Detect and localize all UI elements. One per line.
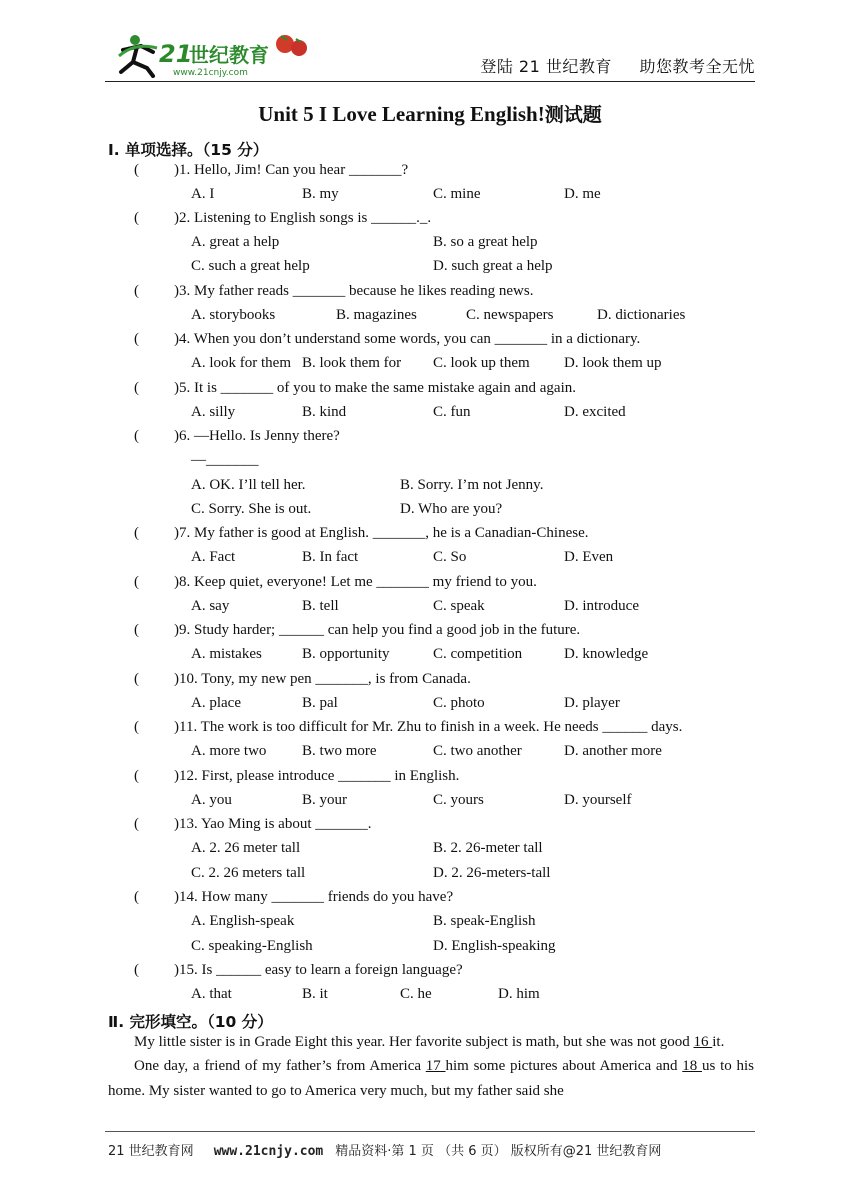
question-stem — [134, 816, 372, 833]
answer-option[interactable]: B. tell — [302, 598, 339, 614]
answer-option[interactable]: A. that — [191, 986, 232, 1002]
question-stem — [134, 719, 682, 736]
answer-blank[interactable]: ( — [134, 768, 139, 784]
answer-option[interactable]: D. Even — [564, 549, 614, 565]
blank-16[interactable]: 16 — [693, 1034, 713, 1050]
answer-option[interactable]: C. competition — [433, 646, 523, 662]
answer-blank[interactable]: ( — [134, 816, 139, 832]
passage-text: us to his home. My sister wanted to go to America very much, but my father said she — [108, 1058, 755, 1099]
answer-option[interactable]: A. mistakes — [191, 646, 262, 662]
footer-page-info: 精品资料·第 1 页 （共 6 页） 版权所有@21 世纪教育网 — [335, 1144, 662, 1159]
answer-blank[interactable]: ( — [134, 719, 139, 735]
title-cn: 测试题 — [544, 104, 602, 126]
answer-blank[interactable]: ( — [134, 671, 139, 687]
answer-option[interactable]: A. look for them — [191, 355, 291, 371]
answer-option[interactable]: D. me — [564, 186, 601, 202]
answer-option[interactable]: A. OK. I’ll tell her. — [191, 477, 306, 493]
answer-blank[interactable]: ( — [134, 162, 139, 178]
answer-option[interactable]: C. look up them — [433, 355, 530, 371]
answer-option[interactable]: C. photo — [433, 695, 485, 711]
answer-option[interactable]: B. kind — [302, 404, 347, 420]
question-stem — [134, 622, 580, 639]
question-text: )7. My father is good at English. _______, he is a Canadian-Chinese. — [174, 525, 589, 541]
question-stem — [134, 574, 537, 591]
header-text-login: 登陆 21 世纪教育 — [480, 57, 612, 76]
answer-blank[interactable]: ( — [134, 622, 139, 638]
blank-18[interactable]: 18 — [682, 1058, 703, 1075]
question-text: )6. —Hello. Is Jenny there? — [174, 428, 340, 444]
cloze-passage — [108, 1030, 754, 1103]
answer-option[interactable]: B. so a great help — [433, 234, 538, 250]
answer-option[interactable]: C. such a great help — [191, 258, 310, 274]
question-text: )9. Study harder; ______ can help you find a good job in the future. — [174, 622, 581, 638]
title-en: Unit 5 I Love Learning English! — [258, 102, 545, 126]
answer-blank[interactable]: ( — [134, 331, 139, 347]
answer-blank[interactable]: ( — [134, 574, 139, 590]
svg-text:21: 21 — [159, 40, 193, 68]
answer-option[interactable]: A. English-speak — [191, 913, 295, 929]
dialogue-response-line: —_______ — [191, 452, 259, 468]
answer-option[interactable]: B. it — [302, 986, 328, 1002]
answer-option[interactable]: D. introduce — [564, 598, 639, 614]
answer-option[interactable]: C. newspapers — [466, 307, 554, 323]
question-stem — [134, 671, 471, 688]
question-stem — [134, 331, 640, 348]
header-slogan — [458, 54, 755, 77]
header-text-slogan: 助您教考全无忧 — [639, 57, 755, 76]
answer-option[interactable]: B. Sorry. I’m not Jenny. — [400, 477, 544, 493]
page-header — [105, 28, 755, 80]
question-stem — [134, 162, 408, 179]
svg-text:www.21cnjy.com: www.21cnjy.com — [173, 68, 248, 78]
answer-option[interactable]: C. yours — [433, 792, 484, 808]
question-text: )12. First, please introduce _______ in English. — [174, 768, 460, 784]
answer-option[interactable]: A. you — [191, 792, 232, 808]
answer-option[interactable]: C. mine — [433, 186, 481, 202]
section-heading-2: Ⅱ. 完形填空。（10 分） — [108, 1013, 273, 1031]
question-text: )1. Hello, Jim! Can you hear _______? — [174, 162, 409, 178]
blank-17[interactable]: 17 — [425, 1058, 446, 1075]
question-stem — [134, 380, 576, 397]
answer-blank[interactable]: ( — [134, 889, 139, 905]
passage-paragraph-2 — [108, 1054, 754, 1103]
answer-option[interactable]: D. dictionaries — [597, 307, 686, 323]
answer-option[interactable]: B. look them for — [302, 355, 402, 371]
question-text: )14. How many _______ friends do you have? — [174, 889, 454, 905]
answer-option[interactable]: A. great a help — [191, 234, 280, 250]
answer-option[interactable]: D. look them up — [564, 355, 662, 371]
answer-option[interactable]: D. knowledge — [564, 646, 649, 662]
answer-option[interactable]: D. excited — [564, 404, 626, 420]
answer-option[interactable]: C. Sorry. She is out. — [191, 501, 312, 517]
answer-option[interactable]: B. In fact — [302, 549, 359, 565]
footer-url-link[interactable]: www.21cnjy.com — [213, 1144, 324, 1159]
answer-option[interactable]: C. fun — [433, 404, 471, 420]
answer-blank[interactable]: ( — [134, 428, 139, 444]
svg-text:世纪教育: 世纪教育 — [189, 43, 269, 67]
question-text: )13. Yao Ming is about _______. — [174, 816, 372, 832]
answer-option[interactable]: D. such great a help — [433, 258, 553, 274]
question-stem — [134, 210, 431, 227]
answer-option[interactable]: A. silly — [191, 404, 236, 420]
answer-blank[interactable]: ( — [134, 210, 139, 226]
answer-option[interactable]: D. yourself — [564, 792, 632, 808]
question-text: )5. It is _______ of you to make the same mistake again and again. — [174, 380, 576, 396]
passage-text: My little sister is in Grade Eight this year. Her favorite subject is math, but she was not good — [134, 1034, 690, 1050]
site-logo — [113, 32, 313, 78]
answer-blank[interactable]: ( — [134, 380, 139, 396]
answer-blank[interactable]: ( — [134, 283, 139, 299]
answer-option[interactable]: D. Who are you? — [400, 501, 503, 517]
answer-option[interactable]: C. speak — [433, 598, 485, 614]
header-divider — [105, 81, 755, 82]
question-text: )4. When you don’t understand some words, you can _______ in a dictionary. — [174, 331, 641, 347]
answer-blank[interactable]: ( — [134, 962, 139, 978]
question-stem — [134, 283, 533, 300]
answer-option[interactable]: B. 2. 26-meter tall — [433, 840, 543, 856]
answer-option[interactable]: A. more two — [191, 743, 267, 759]
answer-option[interactable]: C. 2. 26 meters tall — [191, 865, 306, 881]
answer-option[interactable]: C. two another — [433, 743, 522, 759]
answer-option[interactable]: A. Fact — [191, 549, 236, 565]
answer-option[interactable]: C. So — [433, 549, 467, 565]
answer-option[interactable]: A. 2. 26 meter tall — [191, 840, 301, 856]
passage-text: him some pictures about America and — [445, 1058, 683, 1075]
answer-option[interactable]: D. another more — [564, 743, 662, 759]
question-stem — [134, 962, 463, 979]
question-text: )3. My father reads _______ because he likes reading news. — [174, 283, 534, 299]
page-title — [0, 100, 860, 127]
question-stem — [134, 525, 589, 542]
question-stem — [134, 768, 459, 785]
footer-divider — [105, 1131, 755, 1132]
answer-option[interactable]: C. he — [400, 986, 432, 1002]
answer-option[interactable]: D. 2. 26-meters-tall — [433, 865, 551, 881]
passage-text: it. — [712, 1034, 725, 1050]
question-stem — [134, 889, 453, 906]
answer-option[interactable]: B. speak-English — [433, 913, 536, 929]
page-footer — [108, 1140, 661, 1159]
question-text: )10. Tony, my new pen _______, is from Canada. — [174, 671, 471, 687]
question-text: )2. Listening to English songs is ______._. — [174, 210, 432, 226]
question-text: )8. Keep quiet, everyone! Let me _______ my friend to you. — [174, 574, 537, 590]
answer-option[interactable]: B. magazines — [336, 307, 417, 323]
answer-option[interactable]: A. say — [191, 598, 230, 614]
answer-option[interactable]: B. your — [302, 792, 347, 808]
question-text: )11. The work is too difficult for Mr. Zhu to finish in a week. He needs ______ days. — [174, 719, 683, 735]
section-heading-1: Ⅰ. 单项选择。（15 分） — [108, 141, 269, 159]
answer-option[interactable]: A. storybooks — [191, 307, 276, 323]
passage-paragraph-1 — [108, 1030, 754, 1054]
answer-option[interactable]: B. my — [302, 186, 339, 202]
answer-option[interactable]: A. I — [191, 186, 215, 202]
footer-site-name: 21 世纪教育网 — [108, 1144, 194, 1159]
answer-option[interactable]: C. speaking-English — [191, 938, 313, 954]
answer-option[interactable]: B. opportunity — [302, 646, 390, 662]
answer-option[interactable]: D. English-speaking — [433, 938, 556, 954]
answer-option[interactable]: D. him — [498, 986, 540, 1002]
answer-option[interactable]: B. two more — [302, 743, 377, 759]
question-stem — [134, 428, 340, 445]
question-text: )15. Is ______ easy to learn a foreign language? — [174, 962, 463, 978]
answer-option[interactable]: B. pal — [302, 695, 338, 711]
answer-option[interactable]: D. player — [564, 695, 620, 711]
answer-blank[interactable]: ( — [134, 525, 139, 541]
answer-option[interactable]: A. place — [191, 695, 241, 711]
passage-text: One day, a friend of my father’s from America — [134, 1058, 426, 1075]
